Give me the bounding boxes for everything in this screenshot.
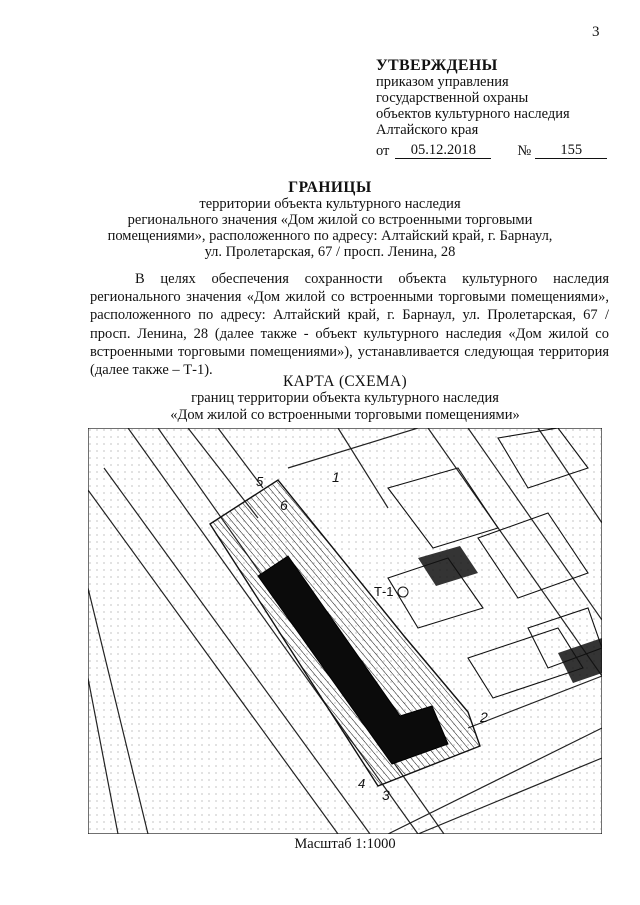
map-title-line: «Дом жилой со встроенными торговыми помещениями»: [170, 407, 520, 423]
approval-block: [376, 58, 616, 159]
paragraph-text: В целях обеспечения сохранности объекта культурного наследия регионального значения «Дом жилой со встроенными торговыми помещениями», расположенного по адресу: Алтайский край, г. Барнаул, ул. Пролетарская, 67 / просп. Ленина, 28 (далее также - объект культурного наследия «Дом жилой со встроенными торговыми помещениями»), устанавливается следующая территория (далее также – Т-1).: [90, 271, 609, 379]
title-line: помещениями», расположенного по адресу: Алтайский край, г. Барнаул,: [107, 228, 553, 244]
point-label: 6: [280, 497, 288, 513]
point-label: 4: [358, 776, 366, 791]
map-title: [90, 373, 600, 424]
map-title-main: КАРТА (СХЕМА): [283, 373, 407, 390]
point-label: 5: [256, 474, 264, 489]
map-scale: Масштаб 1:1000: [294, 836, 396, 852]
title-line: территории объекта культурного наследия: [199, 196, 461, 212]
map-scheme: [88, 428, 602, 834]
point-label: 1: [332, 469, 340, 485]
approval-date: 05.12.2018: [395, 142, 491, 159]
approval-heading: УТВЕРЖДЕНЫ: [376, 57, 498, 74]
title-main: ГРАНИЦЫ: [288, 179, 372, 196]
approval-line: приказом управления: [376, 74, 509, 90]
approval-line: государственной охраны: [376, 90, 529, 106]
point-label: 2: [480, 709, 488, 725]
approval-line: Алтайского края: [376, 122, 479, 138]
territory-label: Т-1: [374, 584, 394, 599]
map-title-line: границ территории объекта культурного наследия: [191, 390, 499, 406]
approval-line: объектов культурного наследия: [376, 106, 570, 122]
document-title: [90, 180, 570, 260]
title-line: регионального значения «Дом жилой со встроенными торговыми: [127, 212, 533, 228]
approval-number: 155: [535, 142, 607, 159]
approval-date-row: [376, 142, 616, 159]
from-label: от: [376, 143, 390, 159]
point-label: 3: [382, 787, 390, 803]
title-line: ул. Пролетарская, 67 / просп. Ленина, 28: [204, 244, 456, 260]
page-number: 3: [592, 24, 600, 40]
number-label: №: [517, 143, 532, 159]
map-svg: [88, 428, 602, 834]
body-paragraph: [90, 270, 609, 379]
